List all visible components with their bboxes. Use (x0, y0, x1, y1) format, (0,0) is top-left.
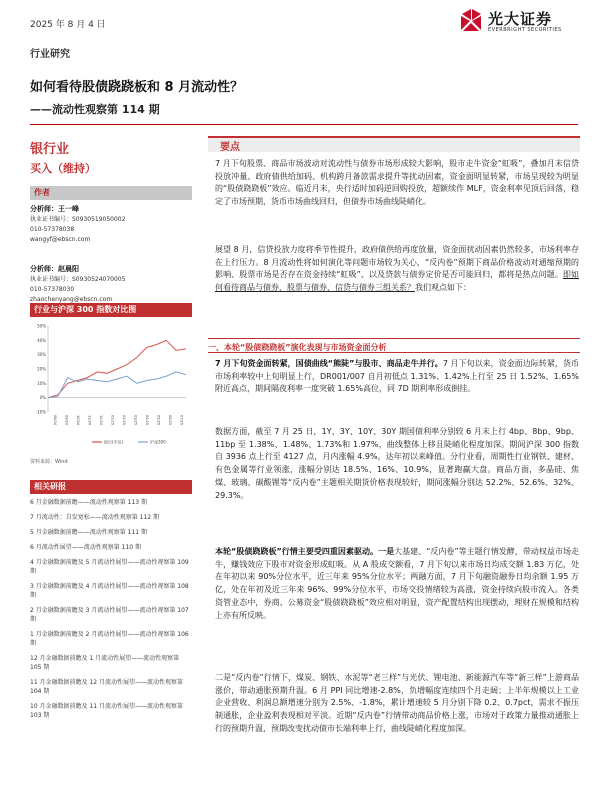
report-date: 2025 年 8 月 4 日 (30, 20, 106, 30)
related-report-link[interactable]: 11 月金融数据前瞻及 12 月流动性展望——流动性观察第 104 期 (30, 679, 183, 695)
analyst-card (30, 204, 125, 245)
x-tick-label: 07/25 (179, 415, 184, 426)
authors-label: 作者 (34, 188, 50, 197)
y-tick-label: 10% (37, 380, 46, 386)
related-report-link[interactable]: 6 月流动性展望——流动性观察第 110 期 (30, 544, 141, 551)
y-tick-label: 20% (37, 366, 46, 372)
related-report-link[interactable]: 7 月流动性：自发宽松——流动性观察第 112 期 (30, 514, 159, 521)
analyst-name: 分析师：王一峰 (30, 205, 79, 213)
logo-text-en: EVERBRIGHT SECURITIES (488, 27, 562, 33)
paragraph-text: 我们观点如下： (415, 283, 471, 293)
paragraph-text: 展望 8 月，信贷投放力度将季节性提升，政府债供给再度放量，资金面扰动因素仍然较多，市场利率存在上行压力。8 月流动性将如何演化等问题市场较为关心，“反内卷”预期下商品价格波动对通缩预期的影响、股票市场是否存在资金持续“虹吸”、以及贷款与债券定价是否可能回归，都将是热点问题。 (215, 245, 579, 280)
x-tick-label: 10/24 (75, 415, 80, 426)
chart-source: 资料来源：Wind (30, 459, 68, 465)
related-header (30, 480, 192, 494)
paragraph-text: 7 月下旬以来，资金面边际转紧，货币市场利率较中上旬明显上行，DR001/007 自月初低点 1.31%、1.42%上行至 25 日 1.52%、1.65%附近高点，期间隔夜利率一度突破 1.65%高位，同 7D 期利率形成倒挂。 (215, 359, 579, 394)
y-tick-label: 40% (37, 337, 46, 343)
x-tick-label: 08/24 (52, 415, 57, 426)
x-tick-label: 12/24 (98, 415, 103, 426)
paragraph (215, 546, 579, 622)
section-divider (208, 338, 580, 339)
y-tick-label: 30% (37, 352, 46, 358)
x-tick-label: 01/25 (110, 415, 115, 426)
rating: 买入（维持） (30, 162, 96, 175)
series-line-bank (48, 340, 186, 397)
y-tick-label: -10% (35, 409, 46, 415)
analyst-cert: 执业证书编号：S0930524070005 (30, 276, 126, 283)
related-report-link[interactable]: 10 月金融数据前瞻及 11 月流动性展望——流动性观察第 103 期 (30, 703, 183, 719)
x-tick-label: 02/25 (121, 415, 126, 426)
logo-text-cn: 光大证券 (488, 10, 553, 28)
keypoints-header (208, 136, 580, 152)
analyst-card (30, 264, 125, 305)
related-report-link[interactable]: 3 月金融数据前瞻及 4 月流动性展望——流动性观察第 108 期 (30, 583, 189, 599)
y-tick-label: 50% (37, 323, 46, 329)
report-category: 行业研究 (30, 49, 70, 60)
related-report-link[interactable]: 4 月金融数据前瞻及 5 月流动性展望——流动性观察第 109 期 (30, 559, 189, 575)
brand-logo (458, 8, 578, 36)
everbright-logo-icon (458, 8, 484, 34)
chart-header (30, 303, 192, 317)
paragraph: 7 月下旬股票、商品市场波动对流动性与债券市场形成较大影响，股市走牛资金“虹吸”，叠加月末信贷投放冲量、政府债供给加码、机构跨月备款需求提升等扰动因素，资金面明显转紧，市场呈现较为明显的“股债跷跷板”效应。临近月末，央行适时加码逆回购投放，超额续作 MLF，资金利率见顶后回落，稳定了市场预期，货币市场曲线回归，但债券市场曲线陡峭化。 (215, 159, 579, 207)
x-tick-label: 03/25 (133, 415, 138, 426)
analyst-cert: 执业证书编号：S0930519050002 (30, 216, 126, 223)
keypoints-label: 要点 (220, 142, 240, 153)
paragraph (215, 244, 579, 295)
analyst-email[interactable]: wangyf@ebscn.com (30, 236, 91, 243)
x-tick-label: 06/25 (167, 415, 172, 426)
legend-label: 银行(中信) (104, 439, 124, 445)
authors-header (30, 186, 192, 200)
analyst-email[interactable]: zhaochenyang@ebscn.com (30, 296, 113, 303)
paragraph: 二是“反内卷”行情下，煤炭、钢铁、水泥等“老三样”与光伏、锂电池、新能源汽车等“新三样”上游商品涨价，带动通胀预期升温。6 月 PPI 同比增速-2.8%，负增幅度连续四个月走阔；上半年规模以上工业企业营收、利润总额增速分别为 2.5%、-1.8%，累计增速较 5 月分别下降 0.2、0.7pct，需求不振压制通胀，企业盈利表现相对平淡。近期“反内卷”行情带动商品价格上涨，市场对于政策力量推动通胀上行的预期升温，预期改变扰动债市长端利率上行，曲线陡峭化程度加深。 (215, 673, 579, 733)
paragraph: 数据方面，截至 7 月 25 日，1Y、3Y、10Y、30Y 期国债利率分别较 6 月末上行 4bp、8bp、9bp、11bp 至 1.38%、1.48%、1.73%和 1.97%，曲线整体上移且陡峭化程度加深。期间沪深 300 指数自 3936 点上行至 4127 点，月内涨幅 4.9%，达年初以来峰值。分行业看，周期性行业钢铁、建材、有色金属等行业领涨，涨幅分别达 18.5%、16%、10.9%，显著跑赢大盘。商品方面，多晶硅、焦煤、玻璃、碳酸锂等“反内卷”主题相关期货价格表现较好，期间涨幅分别达 52.2%、52.6%、32%、29.3%。 (215, 427, 579, 500)
related-reports-list (30, 498, 192, 726)
section-divider (208, 352, 580, 353)
paragraph-lead: 本轮“股债跷跷板”行情主要受四重因素驱动。一是 (215, 547, 395, 556)
header-divider (30, 124, 578, 125)
report-title: 如何看待股债跷跷板和 8 月流动性？ (30, 80, 244, 95)
related-report-link[interactable]: 1 月金融数据前瞻及 2 月流动性展望——流动性观察第 106 期 (30, 631, 189, 647)
related-report-link[interactable]: 5 月金融数据前瞻——流动性观察第 111 期 (30, 529, 147, 536)
series-line-hs300 (48, 372, 186, 398)
industry-name: 银行业 (30, 142, 70, 157)
analyst-name: 分析师：赵晨阳 (30, 265, 79, 273)
key-question: 即如何看待商品与债券、股票与债券、信贷与债券三组关系？ (215, 270, 579, 293)
x-tick-label: 11/24 (87, 415, 92, 426)
paragraph-lead: 7 月下旬资金面转紧，国债曲线“熊陡”与股市、商品走牛并行。 (215, 359, 443, 368)
section-title: 一、本轮“股债跷跷板”演化表现与市场资金面分析 (208, 343, 387, 352)
analyst-phone: 010-57378038 (30, 226, 75, 233)
paragraph (215, 358, 579, 396)
index-comparison-chart (30, 320, 192, 450)
report-subtitle: ——流动性观察第 114 期 (30, 103, 160, 116)
paragraph-text: 大基建、“反内卷”等主题行情发酵，带动权益市场走牛，赚钱效应下股市对资金形成虹吸。从 A 股成交额看，7 月下旬以来市场日均成交额 1.83 万亿，处在年初以来 90%分位水平，近三年来 95%分位水平；两融方面，7 月下旬融资融券日均余额 1.95 万亿，处在年初及近三年来 96%、99%分位水平，市场交投情绪较为高涨，资金持续向股市流入。各类资管业态中，券商、公募资金“股债跷跷板”效应相对明显，资产配置结构出现摆动，理财在规模和结构上亦有所反映。 (215, 547, 579, 620)
related-label: 相关研报 (34, 482, 66, 491)
x-tick-label: 09/24 (64, 415, 69, 426)
legend-label: 沪深300 (150, 439, 166, 445)
related-report-link[interactable]: 2 月金融数据前瞻及 3 月流动性展望——流动性观察第 107 期 (30, 607, 189, 623)
related-report-link[interactable]: 12 月金融数据前瞻及 1 月流动性展望——流动性观察第 105 期 (30, 655, 180, 671)
y-tick-label: 0% (39, 395, 46, 401)
chart-label: 行业与沪深 300 指数对比图 (34, 305, 137, 314)
related-report-link[interactable]: 6 月金融数据前瞻——流动性观察第 113 期 (30, 499, 147, 506)
x-tick-label: 04/25 (144, 415, 149, 426)
analyst-phone: 010-57378030 (30, 286, 75, 293)
x-tick-label: 05/25 (156, 415, 161, 426)
